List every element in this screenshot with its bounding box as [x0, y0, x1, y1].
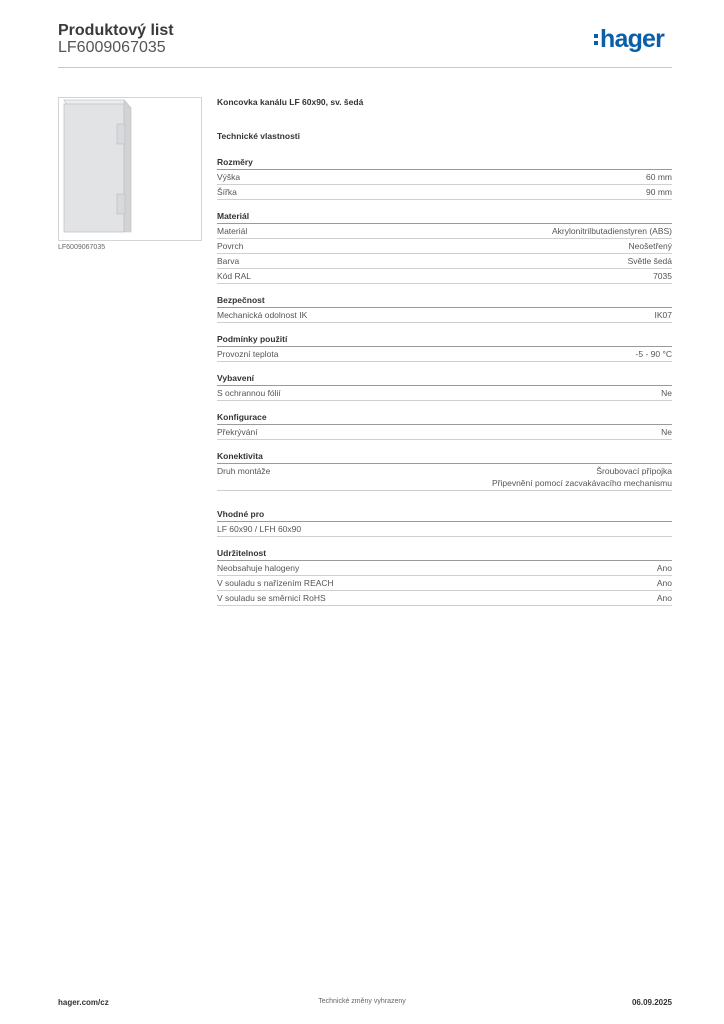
section-title: Bezpečnost: [217, 295, 672, 308]
section-title: Konektivita: [217, 451, 672, 464]
section-title: Vhodné pro: [217, 509, 672, 522]
technical-properties-heading: Technické vlastnosti: [217, 131, 300, 141]
property-value: [661, 426, 672, 438]
image-caption: LF6009067035: [58, 244, 106, 251]
property-row: [217, 185, 672, 200]
page-title: Produktový list: [58, 22, 174, 39]
property-row: [217, 386, 672, 401]
section-title: Konfigurace: [217, 412, 672, 425]
property-value: [636, 348, 672, 360]
property-value-line: Akrylonitrilbutadienstyren (ABS): [552, 226, 672, 236]
property-value-line: Ne: [661, 388, 672, 398]
property-value: [661, 387, 672, 399]
property-label: V souladu s nařízením REACH: [217, 578, 334, 588]
property-label: Kód RAL: [217, 271, 252, 281]
property-value-line: 60 mm: [646, 172, 672, 182]
property-section: [217, 295, 672, 323]
technical-properties: [217, 157, 672, 617]
property-label: Materiál: [217, 226, 248, 236]
property-value-line: Neošetřený: [628, 241, 672, 251]
property-label: Šířka: [217, 187, 237, 197]
logo-dots-icon: [594, 32, 599, 46]
property-row: [217, 464, 672, 491]
property-section: [217, 157, 672, 200]
property-label: Provozní teplota: [217, 349, 279, 359]
property-value: [655, 309, 673, 321]
property-value: [657, 562, 672, 574]
property-value: [657, 592, 672, 604]
property-label: Výška: [217, 172, 241, 182]
property-value: [646, 171, 672, 183]
property-row: [217, 269, 672, 284]
property-value-line: 7035: [653, 271, 672, 281]
property-value-line: Světle šedá: [627, 256, 672, 266]
property-row: [217, 425, 672, 440]
footer-date: 06.09.2025: [631, 998, 672, 1007]
property-value-line: -5 - 90 °C: [635, 349, 672, 359]
property-label: Povrch: [217, 241, 244, 251]
property-row: [217, 347, 672, 362]
section-title: Rozměry: [217, 157, 672, 170]
property-value: [492, 465, 672, 489]
property-row: [217, 308, 672, 323]
property-label: LF 60x90 / LFH 60x90: [217, 524, 302, 534]
property-label: V souladu se směrnicí RoHS: [217, 593, 326, 603]
property-label: Barva: [217, 256, 240, 266]
property-row: [217, 522, 672, 537]
property-value: [629, 240, 672, 252]
property-value: [628, 255, 672, 267]
property-value-line: Připevnění pomocí zacvakávacího mechanismu: [491, 478, 672, 488]
end-cap-illustration: [59, 98, 201, 240]
footer-note: Technické změny vyhrazeny: [318, 998, 406, 1005]
section-title: Materiál: [217, 211, 672, 224]
logo-text: hager: [600, 25, 665, 53]
property-value: [657, 577, 672, 589]
property-value-line: Ne: [661, 427, 672, 437]
property-value-line: IK07: [654, 310, 672, 320]
property-section: [217, 451, 672, 491]
property-section: [217, 548, 672, 606]
product-name: Koncovka kanálu LF 60x90, sv. šedá: [217, 97, 364, 107]
property-row: [217, 254, 672, 269]
property-value-line: Ano: [656, 563, 672, 573]
section-title: Vybavení: [217, 373, 672, 386]
property-value: [653, 270, 672, 282]
property-section: [217, 509, 672, 537]
property-row: [217, 561, 672, 576]
property-section: [217, 211, 672, 284]
section-title: Podmínky použití: [217, 334, 672, 347]
property-section: [217, 412, 672, 440]
property-section: [217, 334, 672, 362]
property-label: S ochrannou fólií: [217, 388, 281, 398]
property-value-line: Ano: [656, 593, 672, 603]
property-section: [217, 373, 672, 401]
footer-website[interactable]: hager.com/cz: [58, 998, 109, 1007]
property-value: [646, 186, 672, 198]
property-row: [217, 239, 672, 254]
product-image: [58, 97, 202, 241]
property-label: Mechanická odolnost IK: [217, 310, 308, 320]
header-divider: [58, 67, 672, 68]
property-row: [217, 224, 672, 239]
hager-logo: [594, 25, 664, 54]
property-value-line: Ano: [656, 578, 672, 588]
property-row: [217, 576, 672, 591]
section-title: Udržitelnost: [217, 548, 672, 561]
property-label: Neobsahuje halogeny: [217, 563, 300, 573]
property-row: [217, 170, 672, 185]
property-value-line: Šroubovací přípojka: [596, 466, 672, 476]
property-label: Překrývání: [217, 427, 258, 437]
product-code: LF6009067035: [58, 39, 166, 56]
property-label: Druh montáže: [217, 466, 271, 476]
property-value: [552, 225, 672, 237]
property-value-line: 90 mm: [646, 187, 672, 197]
property-row: [217, 591, 672, 606]
